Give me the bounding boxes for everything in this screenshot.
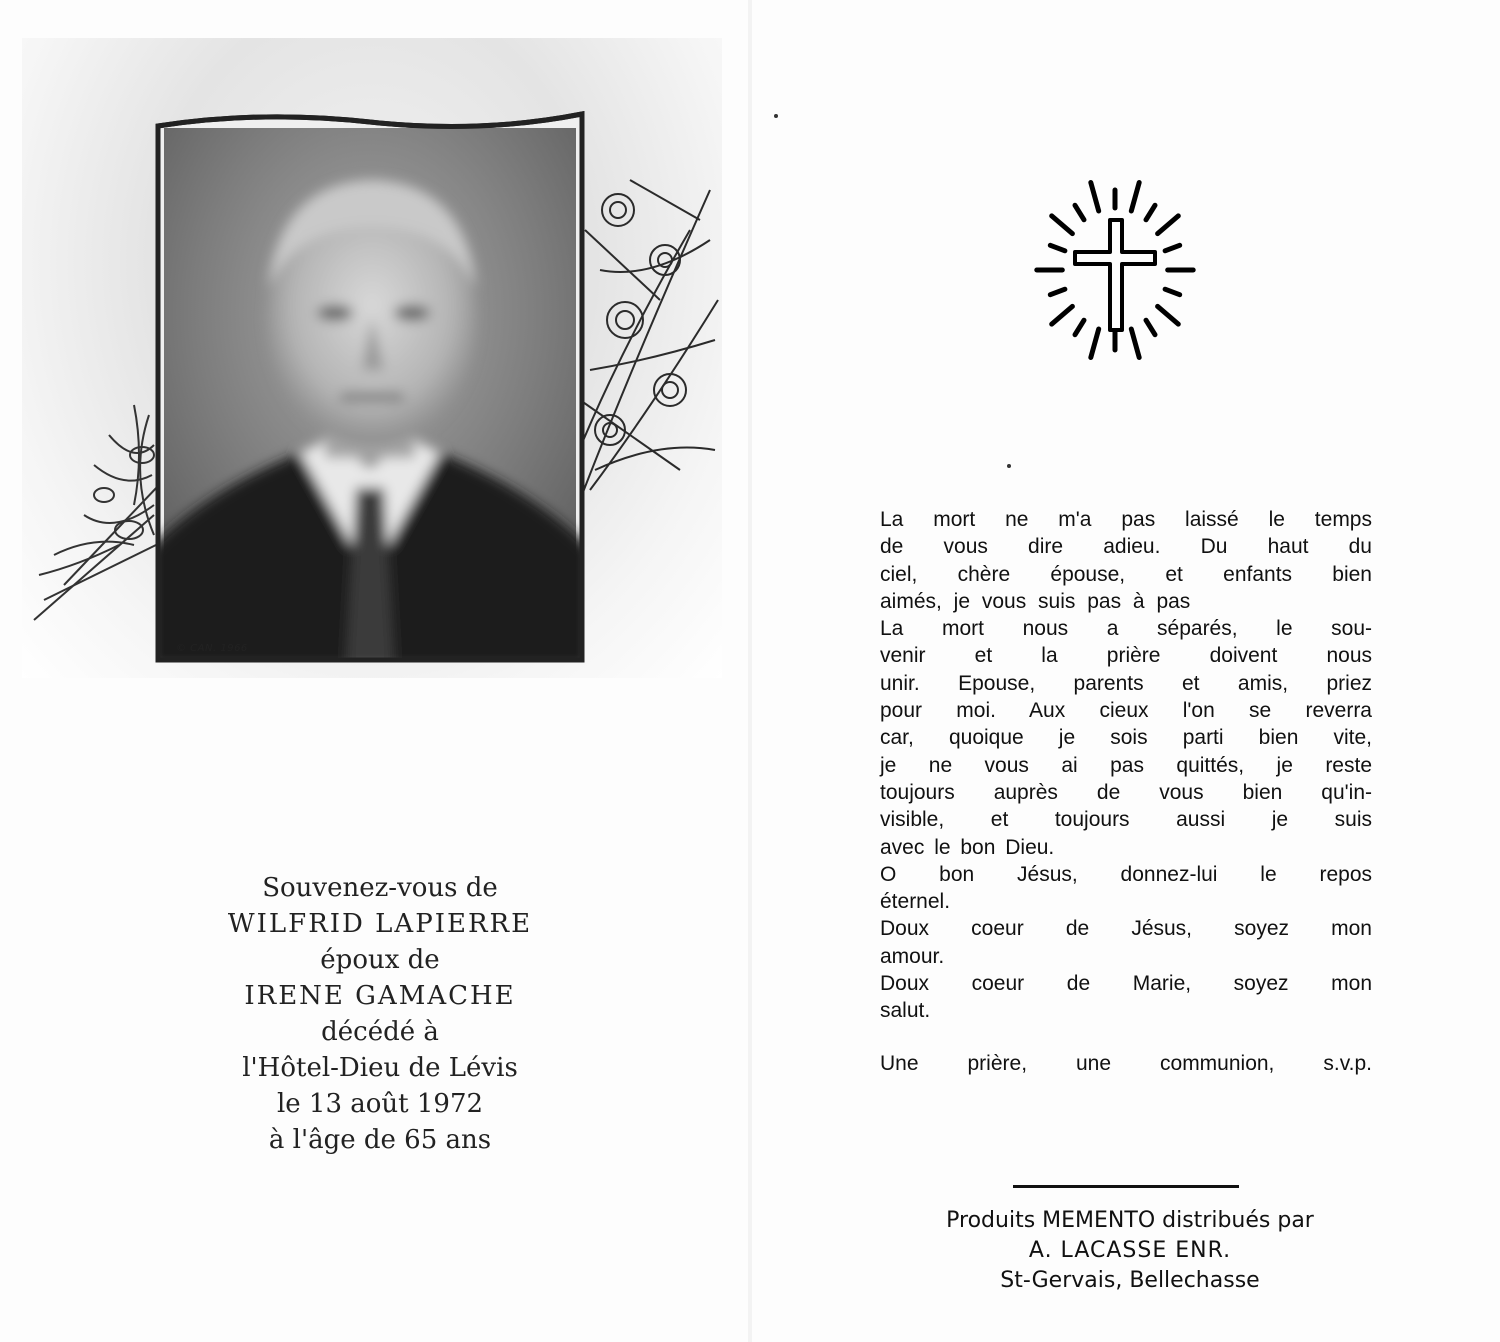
prayer-line: La mort nous a séparés, le sou-	[880, 617, 1372, 641]
cross-ray	[1075, 205, 1084, 220]
flower-spray-left	[24, 395, 164, 625]
cross-ray	[1091, 183, 1099, 212]
memorial-line-age: à l'âge de 65 ans	[268, 1125, 492, 1155]
prayer-line: Doux coeur de Jésus, soyez mon	[880, 917, 1372, 941]
flower-spray-left-graphic	[24, 395, 164, 625]
prayer-closing: Une prière, une communion, s.v.p.	[880, 1051, 1372, 1075]
prayer-line: car, quoique je sois parti bien vite,	[880, 726, 1372, 750]
cross-ray	[1158, 306, 1179, 324]
spouse-name: IRENE GAMACHE	[244, 981, 516, 1011]
cross-ray	[1165, 289, 1180, 295]
prayer-line: pour moi. Aux cieux l'on se reverra	[880, 699, 1372, 723]
prayer-line: aimés, je vous suis pas à pas	[880, 589, 1191, 613]
memorial-line-spouse-label: époux de	[320, 945, 440, 975]
memorial-line-date: le 13 août 1972	[276, 1089, 484, 1119]
memorial-text	[150, 870, 610, 1158]
cross-ray	[1091, 329, 1099, 358]
portrait-photo	[150, 108, 590, 668]
imprint-line-location: St-Gervais, Bellechasse	[1000, 1268, 1260, 1293]
prayer-line: venir et la prière doivent nous	[880, 644, 1372, 668]
deceased-name: WILFRID LAPIERRE	[227, 909, 533, 939]
cross-ray	[1131, 329, 1139, 358]
portrait-frame	[150, 108, 590, 668]
publisher-imprint	[860, 1206, 1400, 1296]
prayer-line: La mort ne m'a pas laissé le temps	[880, 508, 1372, 531]
cross-ray	[1075, 320, 1084, 335]
memorial-line-deceased: décédé à	[321, 1017, 439, 1047]
memorial-line-intro: Souvenez-vous de	[262, 873, 498, 903]
cross-ray	[1131, 183, 1139, 212]
prayer-line: amour.	[880, 944, 945, 968]
imprint-line-products: Produits MEMENTO distribués par	[946, 1208, 1314, 1233]
cross-ray	[1146, 320, 1155, 335]
cross-ray	[1146, 205, 1155, 220]
cross-ray	[1050, 289, 1065, 295]
cross-ray	[1158, 216, 1179, 234]
prayer-line: O bon Jésus, donnez-lui le repos	[880, 862, 1372, 886]
prayer-line: je ne vous ai pas quittés, je reste	[880, 753, 1372, 777]
prayer-line: toujours auprès de vous bien qu'in-	[880, 780, 1372, 804]
paper-speck	[774, 114, 778, 118]
memorial-line-place: l'Hôtel-Dieu de Lévis	[242, 1053, 518, 1083]
prayer-line: ciel, chère épouse, et enfants bien	[880, 562, 1372, 586]
prayer-line: éternel.	[880, 890, 951, 914]
flower-spray-right-graphic	[570, 170, 720, 510]
prayer-line: unir. Epouse, parents et amis, priez	[880, 671, 1372, 695]
imprint-divider	[1013, 1185, 1239, 1188]
photo-copyright: © CAN. 1966	[176, 643, 248, 654]
prayer-line: avec le bon Dieu.	[880, 835, 1055, 859]
flower-spray-right	[570, 170, 720, 510]
radiant-cross-graphic	[1030, 170, 1200, 370]
paper-speck	[1007, 464, 1011, 468]
prayer-line: visible, et toujours aussi je suis	[880, 808, 1372, 832]
radiant-cross-icon	[1030, 170, 1200, 370]
imprint-line-distributor: A. LACASSE ENR.	[1028, 1238, 1232, 1263]
prayer-line: salut.	[880, 999, 931, 1023]
cross-ray	[1165, 245, 1180, 251]
prayer-text	[880, 506, 1372, 1077]
cross-ray	[1052, 216, 1073, 234]
prayer-line: Doux coeur de Marie, soyez mon	[880, 972, 1372, 996]
prayer-gap	[880, 1025, 1372, 1050]
prayer-line: de vous dire adieu. Du haut du	[880, 535, 1372, 559]
cross-ray	[1052, 306, 1073, 324]
cross-ray	[1050, 245, 1065, 251]
